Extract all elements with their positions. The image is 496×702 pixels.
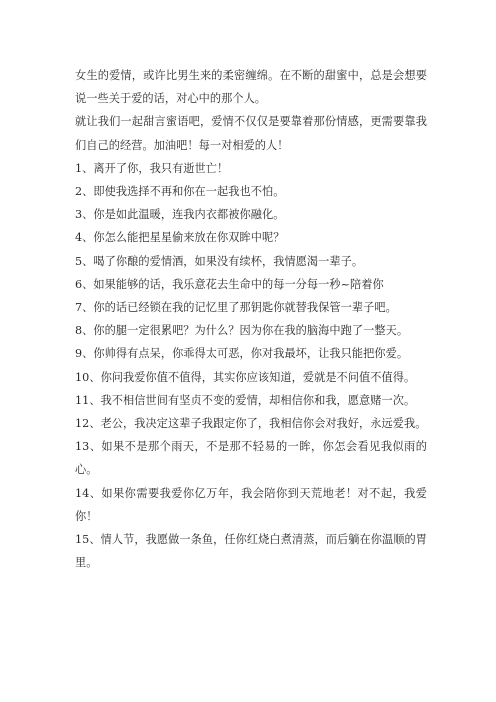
list-item: 3、你是如此温暖，连我内衣都被你融化。 <box>75 208 285 222</box>
intro-paragraph: 女生的爱情，或许比男生来的柔密缠绵。在不断的甜蜜中，总是会想要说一些关于爱的话，对心中的那个人。 <box>75 69 427 106</box>
list-item: 10、你问我爱你值不值得，其实你应该知道，爱就是不问值不值得。 <box>75 370 416 384</box>
list-item: 13、如果不是那个雨天，不是那不轻易的一眸，你怎会看见我似雨的心。 <box>75 440 427 477</box>
list-item: 7、你的话已经锁在我的记忆里了那钥匙你就替我保管一辈子吧。 <box>75 301 397 315</box>
list-item: 6、如果能够的话，我乐意花去生命中的每一分每一秒~陪着你 <box>75 277 384 291</box>
list-item: 8、你的腿一定很累吧？为什么？因为你在我的脑海中跑了一整天。 <box>75 324 409 338</box>
list-item: 9、你帅得有点呆，你乖得太可恶，你对我最坏，让我只能把你爱。 <box>75 347 409 361</box>
list-item: 1、离开了你，我只有逝世亡！ <box>75 161 229 175</box>
list-item: 14、如果你需要我爱你亿万年，我会陪你到天荒地老！对不起，我爱你！ <box>75 486 427 523</box>
list-item: 12、老公，我决定这辈子我跟定你了，我相信你会对我好，永远爱我。 <box>75 417 427 431</box>
list-item: 4、你怎么能把星星偷来放在你双眸中呢？ <box>75 231 285 245</box>
list-item: 15、情人节，我愿做一条鱼，任你红烧白煮清蒸，而后躺在你温顺的胃里。 <box>75 533 427 570</box>
list-item: 5、喝了你酿的爱情酒，如果没有续杯，我情愿渴一辈子。 <box>75 254 364 268</box>
list-item: 11、我不相信世间有坚贞不变的爱情，却相信你和我，愿意赌一次。 <box>75 393 416 407</box>
intro-paragraph: 就让我们一起甜言蜜语吧，爱情不仅仅是要靠着那份情感，更需要靠我们自己的经营。加油吧！每一对相爱的人！ <box>75 115 427 152</box>
list-item: 2、即使我选择不再和你在一起我也不怕。 <box>75 185 285 199</box>
document-body <box>75 64 427 574</box>
